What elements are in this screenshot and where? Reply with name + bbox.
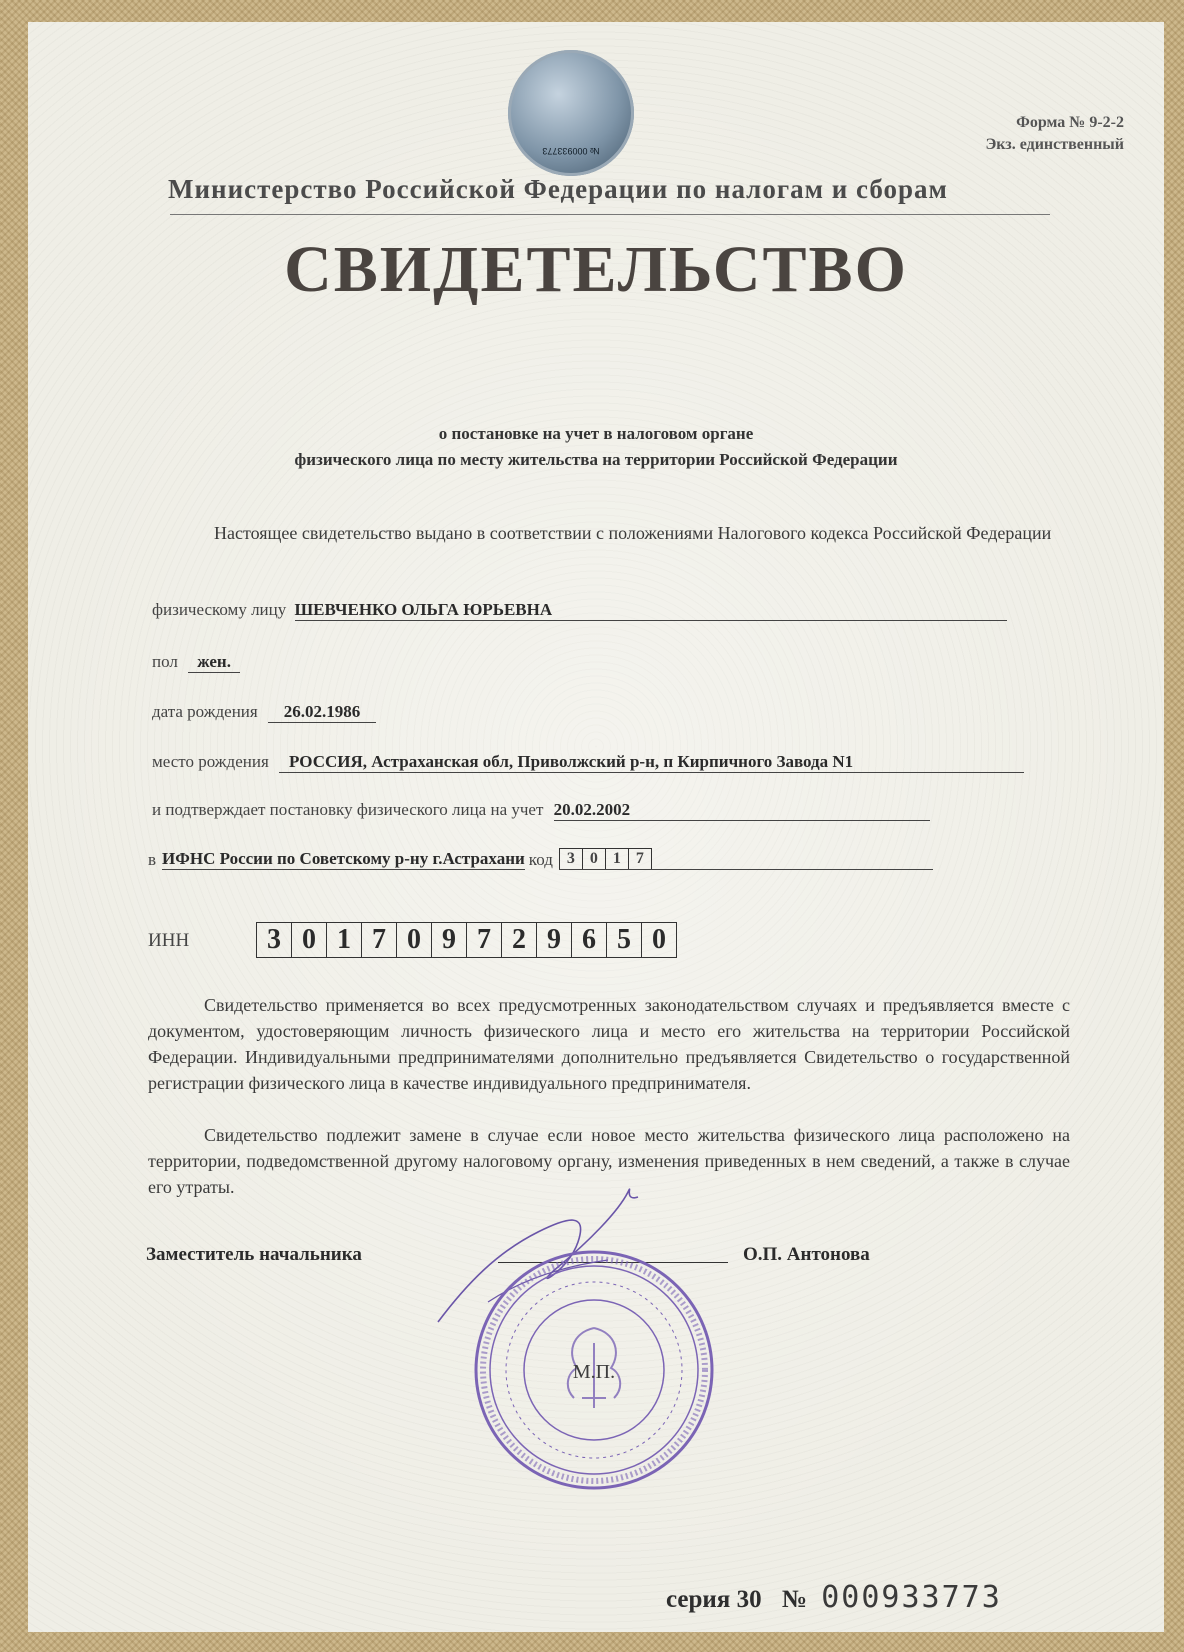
usage-paragraph: Свидетельство применяется во всех предусмотренных законодательством случаях и предъявляется вместе с документом, удостоверяющим личность физического лица и место его жительства на территории Российской Федерации. Индивидуальными предпринимателями дополнительно предъявляется Свидетельство о государственной регистрации физического лица в качестве индивидуального предпринимателя. (148, 995, 1070, 1093)
inn-digit: 0 (292, 923, 327, 957)
subtitle-line-1: о постановке на учет в налоговом органе (438, 424, 754, 443)
inn-boxes (256, 922, 677, 958)
registration-field (152, 800, 930, 821)
number-label: № (781, 1586, 807, 1613)
certificate-sheet (28, 22, 1164, 1632)
subtitle-line-2: физического лица по месту жительства на территории Российской Федерации (294, 450, 898, 469)
inn-digit: 7 (467, 923, 502, 957)
copy-note: Экз. единственный (985, 136, 1124, 153)
code-underline (559, 848, 933, 870)
inn-digit: 6 (572, 923, 607, 957)
office-value: ИФНС России по Советскому р-ну г.Астрахани (162, 849, 525, 868)
code-digit: 7 (635, 850, 644, 867)
form-number: Форма № 9-2-2 (1016, 114, 1124, 131)
registration-label: и подтверждает постановку физического лица на учет (152, 800, 544, 819)
birth-place-value: РОССИЯ, Астраханская обл, Приволжский р-н, п Кирпичного Завода N1 (279, 752, 1024, 773)
office-prefix: в (148, 850, 157, 869)
birth-date-field (152, 702, 376, 723)
replacement-paragraph: Свидетельство подлежит замене в случае если новое место жительства физического лица расположено на территории, подведомственной другому налоговому органу, изменения приведенных в нем сведений, а также в случае его утраты. (148, 1125, 1070, 1197)
sex-label: пол (152, 652, 178, 671)
series-value: 30 (736, 1586, 762, 1613)
person-value: ШЕВЧЕНКО ОЛЬГА ЮРЬЕВНА (295, 600, 1007, 621)
inn-digit: 0 (397, 923, 432, 957)
person-label: физическому лицу (152, 600, 287, 619)
hologram-seal (508, 50, 634, 176)
code-boxes (559, 848, 652, 869)
inn-digit: 9 (537, 923, 572, 957)
tax-office-field (148, 848, 933, 870)
code-digit: 3 (560, 849, 583, 869)
inn-digit: 3 (257, 923, 292, 957)
code-digit: 0 (583, 849, 606, 869)
serial-number: 000933773 (821, 1580, 1002, 1615)
series-line (666, 1580, 1002, 1615)
inn-digit: 0 (652, 924, 666, 955)
hologram-number: № 000933773 (542, 146, 600, 156)
registration-value: 20.02.2002 (554, 800, 930, 821)
inn-digit: 2 (502, 923, 537, 957)
stamp-mark: М.П. (572, 1361, 616, 1383)
birth-place-label: место рождения (152, 752, 269, 771)
ministry-name: Министерство Российской Федерации по налогам и сборам (168, 174, 948, 204)
code-label: код (528, 850, 553, 869)
form-info (985, 112, 1124, 156)
document-title: СВИДЕТЕЛЬСТВО (284, 233, 908, 306)
inn-digit: 5 (607, 923, 642, 957)
inn-digit: 7 (362, 923, 397, 957)
sex-field (152, 652, 240, 673)
inn-digit: 9 (432, 923, 467, 957)
sex-value: жен. (188, 652, 240, 673)
ministry-rule (170, 214, 1050, 215)
birth-place-field (152, 752, 1024, 773)
series-label: серия (666, 1586, 731, 1613)
official-stamp (472, 1248, 716, 1492)
code-digit: 1 (606, 849, 629, 869)
birth-date-label: дата рождения (152, 702, 258, 721)
signatory-name: О.П. Антонова (743, 1244, 870, 1265)
birth-date-value: 26.02.1986 (268, 702, 376, 723)
intro-paragraph: Настоящее свидетельство выдано в соответствии с положениями Налогового кодекса Российской Федерации (214, 523, 1052, 543)
signatory-position: Заместитель начальника (146, 1244, 362, 1265)
inn-label: ИНН (148, 930, 190, 951)
person-field (152, 600, 1007, 621)
inn-digit: 1 (327, 923, 362, 957)
